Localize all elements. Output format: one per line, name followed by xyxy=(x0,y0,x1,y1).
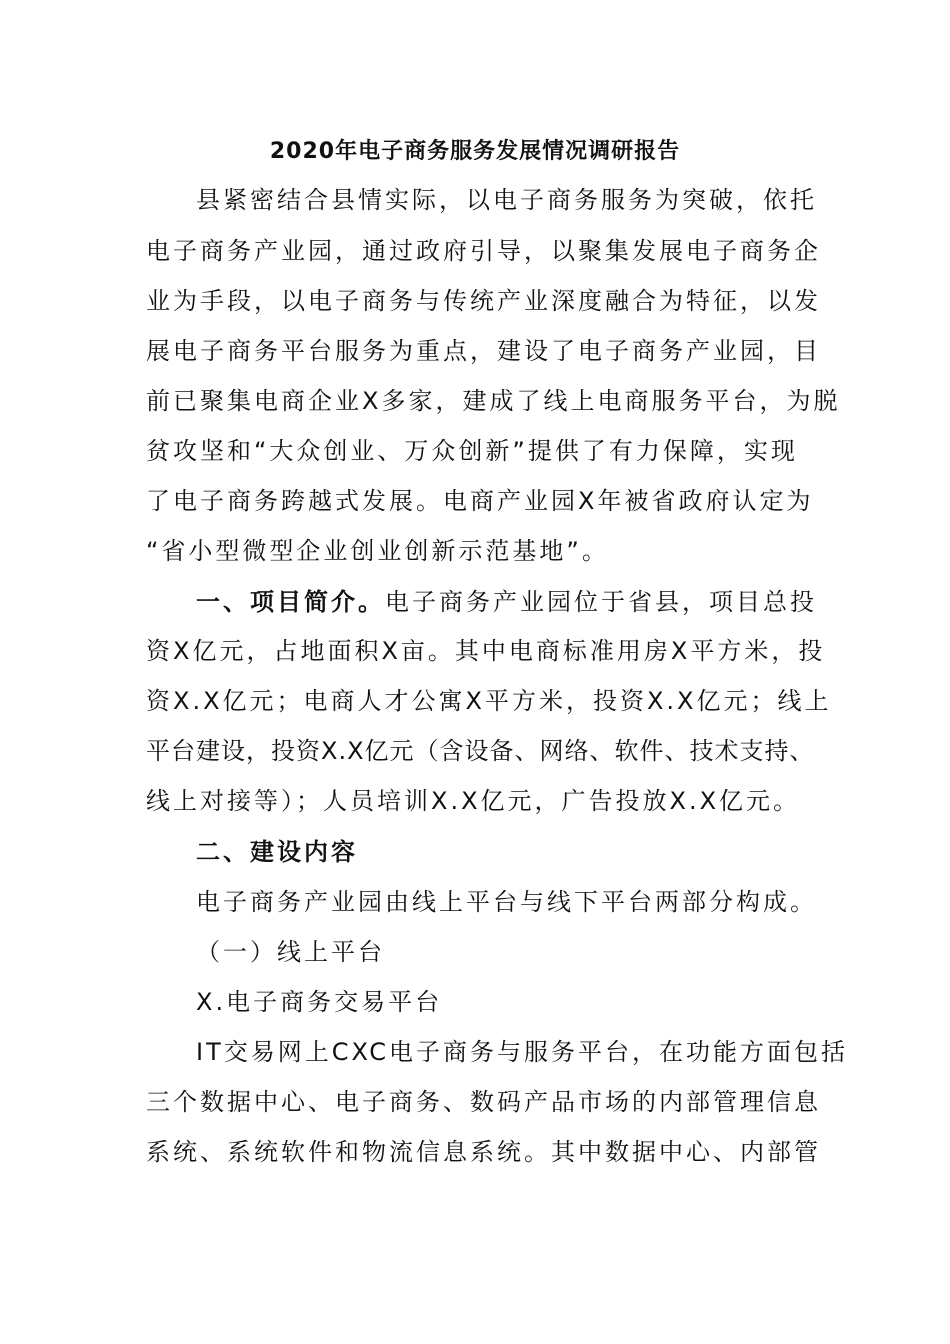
section2-line: IT交易网上CXC电子商务与服务平台，在功能方面包括 xyxy=(196,1038,848,1066)
document-title: 2020年电子商务服务发展情况调研报告 xyxy=(269,139,681,164)
section2-summary: 电子商务产业园由线上平台与线下平台两部分构成。 xyxy=(196,888,817,916)
intro-line: 展电子商务平台服务为重点，建设了电子商务产业园，目 xyxy=(146,337,821,365)
section1-line: 资X亿元，占地面积X亩。其中电商标准用房X平方米，投 xyxy=(146,637,826,665)
intro-line: “省小型微型企业创业创新示范基地”。 xyxy=(146,537,609,565)
intro-line: 了电子商务跨越式发展。电商产业园X年被省政府认定为 xyxy=(146,487,814,515)
section1-heading: 一、项目简介。 xyxy=(196,588,385,616)
section1-line: 线上对接等）；人员培训X.X亿元，广告投放X.X亿元。 xyxy=(146,787,801,815)
section1-line: 平台建设，投资X.X亿元（含设备、网络、软件、技术支持、 xyxy=(146,737,815,765)
intro-line: 电子商务产业园，通过政府引导，以聚集发展电子商务企 xyxy=(146,237,821,265)
section2-line: 三个数据中心、电子商务、数码产品市场的内部管理信息 xyxy=(146,1088,821,1116)
section2-item-heading: X.电子商务交易平台 xyxy=(196,988,443,1016)
section1-text: 电子商务产业园位于省县，项目总投 xyxy=(385,588,817,616)
section1-line: 资X.X亿元；电商人才公寓X平方米，投资X.X亿元；线上 xyxy=(146,687,832,715)
section2-line: 系统、系统软件和物流信息系统。其中数据中心、内部管 xyxy=(146,1138,821,1166)
intro-line: 前已聚集电商企业X多家，建成了线上电商服务平台，为脱 xyxy=(146,387,841,415)
section1-first-line xyxy=(196,585,817,619)
intro-line: 县紧密结合县情实际，以电子商务服务为突破，依托 xyxy=(196,186,817,214)
intro-line: 业为手段，以电子商务与传统产业深度融合为特征，以发 xyxy=(146,287,821,315)
section2-heading: 二、建设内容 xyxy=(196,838,358,866)
section2-subheading: （一）线上平台 xyxy=(196,938,385,966)
intro-line: 贫攻坚和“大众创业、万众创新”提供了有力保障，实现 xyxy=(146,437,798,465)
